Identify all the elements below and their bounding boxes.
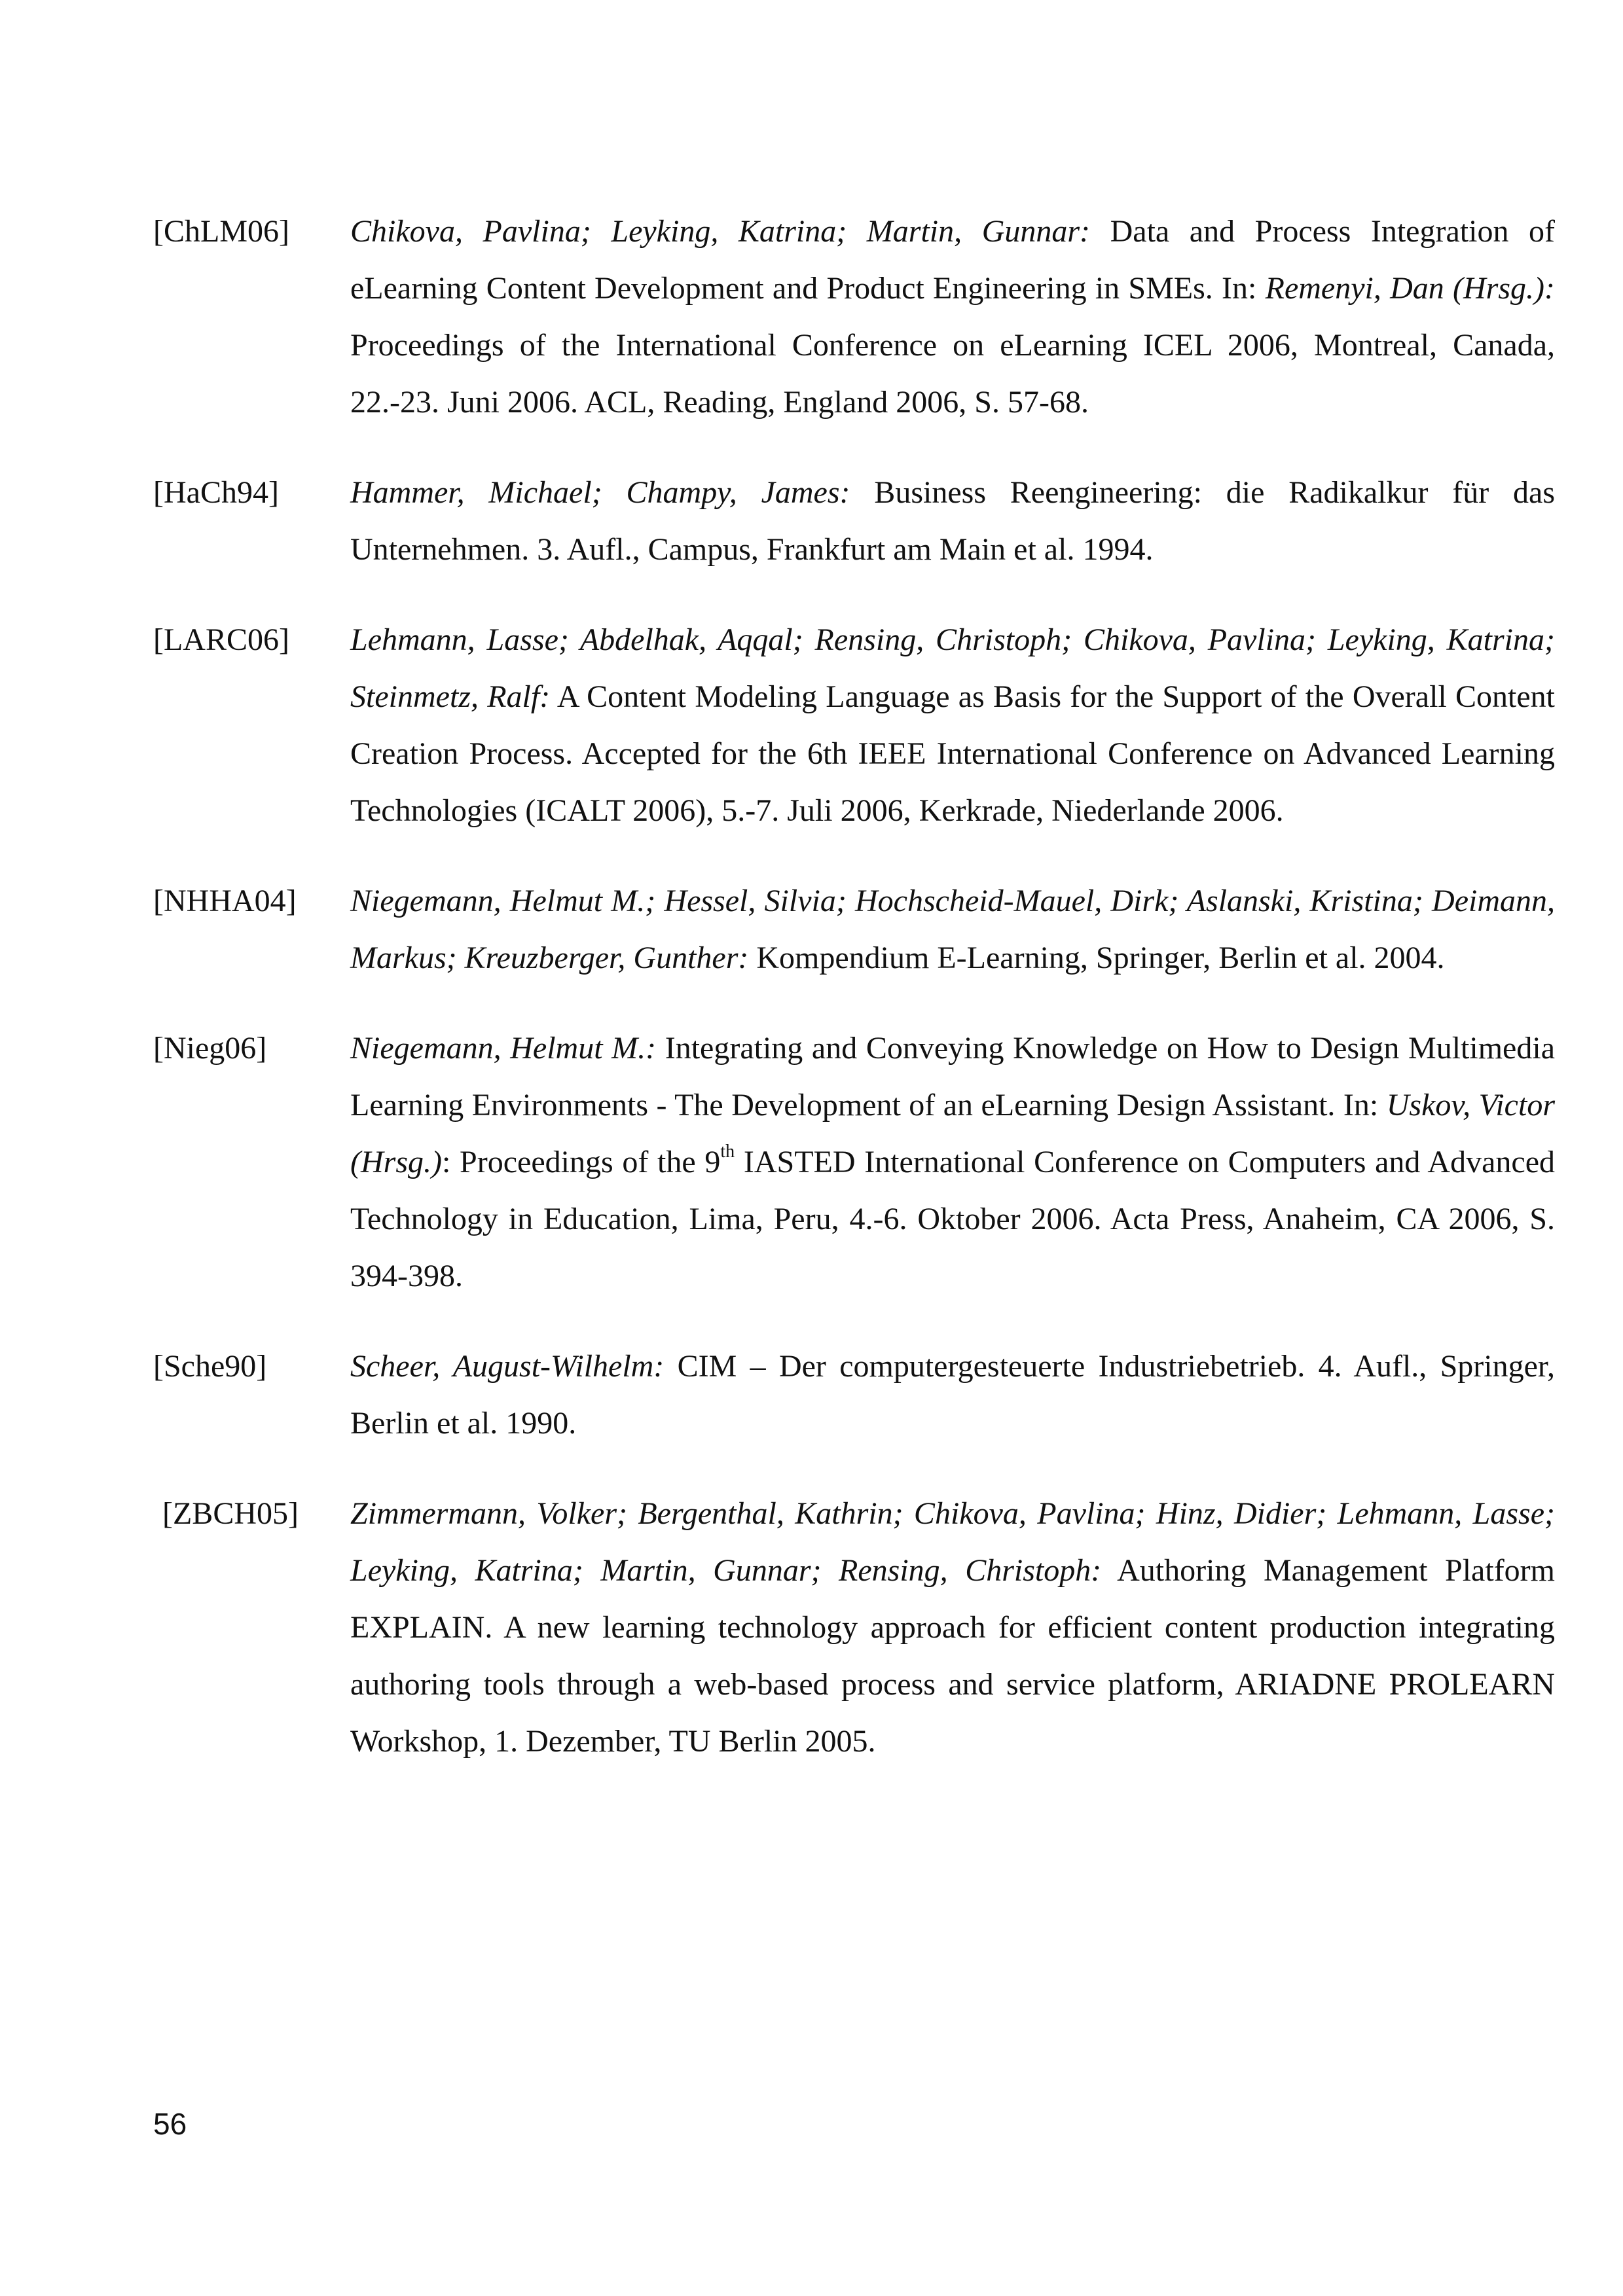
reference-key: [Sche90] xyxy=(153,1349,267,1384)
reference-body: IASTED International Conference on Computers and Advanced Technology in Education, Lima, Peru, 4.-6. Oktober 2006. Acta Press, Anaheim, CA 2006, S. 394-398. xyxy=(350,1145,1556,1293)
page-number: 56 xyxy=(153,2107,187,2141)
reference-key: [LARC06] xyxy=(153,622,289,657)
reference-entry xyxy=(153,1338,1555,1452)
reference-text xyxy=(350,464,1555,578)
reference-body: Authoring Management Platform EXPLAIN. A new learning technology approach for efficient content production integrating authoring tools through a web-based process and service platform, ARIADNE PROLEARN Workshop, 1. Dezember, TU Berlin 2005. xyxy=(350,1553,1556,1759)
reference-authors: Scheer, August-Wilhelm: xyxy=(350,1349,665,1384)
reference-body: Proceedings of the International Conference on eLearning ICEL 2006, Montreal, Canada, 22.-23. Juni 2006. ACL, Reading, England 2006, S. 57-68. xyxy=(350,328,1555,420)
reference-text xyxy=(350,203,1555,431)
reference-key: [HaCh94] xyxy=(153,475,279,510)
reference-body: Kompendium E-Learning, Springer, Berlin et al. 2004. xyxy=(748,941,1445,975)
reference-key: [Nieg06] xyxy=(153,1031,267,1066)
reference-key: [NHHA04] xyxy=(153,884,297,918)
reference-key: [ChLM06] xyxy=(153,214,289,249)
reference-text xyxy=(350,872,1555,986)
reference-body: Integrating and Conveying Knowledge on How to Design Multimedia Learning Environments - The Development of an eLearning Design Assistant. In: xyxy=(350,1031,1555,1122)
reference-body: Business Reengineering: die Radikalkur für das Unternehmen. 3. Aufl., Campus, Frankfurt am Main et al. 1994. xyxy=(350,475,1556,567)
reference-entry xyxy=(153,203,1555,431)
reference-body: Data and Process Integration of eLearning Content Development and Product Engineering in SMEs. In: xyxy=(350,214,1555,306)
reference-entry xyxy=(153,611,1556,839)
reference-text xyxy=(350,1338,1555,1452)
reference-body: A Content Modeling Language as Basis for the Support of the Overall Content Creation Process. Accepted for the 6th IEEE International Conference on Advanced Learning Technologies (ICALT 2006), 5.-7. Juli 2006, Kerkrade, Niederlande 2006. xyxy=(350,679,1556,828)
reference-authors: Lehmann, Lasse; Abdelhak, Aqqal; Rensing, Christoph; Chikova, Pavlina; Leyking, Katrina; Steinmetz, Ralf: xyxy=(350,622,1555,714)
reference-entry xyxy=(153,872,1555,986)
reference-editor: Remenyi, Dan (Hrsg.): xyxy=(1265,271,1555,306)
reference-authors: Hammer, Michael; Champy, James: xyxy=(350,475,850,510)
reference-authors: Niegemann, Helmut M.: xyxy=(350,1031,657,1066)
reference-body: CIM – Der computergesteuerte Industriebetrieb. 4. Aufl., Springer, Berlin et al. 1990. xyxy=(350,1349,1555,1441)
reference-body: : Proceedings of the 9 xyxy=(442,1145,721,1179)
reference-text xyxy=(350,611,1555,839)
reference-authors: Zimmermann, Volker; Bergenthal, Kathrin; Chikova, Pavlina; Hinz, Didier; Lehmann, Lasse; Leyking, Katrina; Martin, Gunnar; Rensing, Christoph: xyxy=(350,1496,1555,1588)
reference-entry xyxy=(153,464,1556,578)
reference-list xyxy=(153,203,1556,1803)
reference-entry xyxy=(153,1020,1556,1304)
reference-entry xyxy=(153,1485,1556,1770)
reference-authors: Niegemann, Helmut M.; Hessel, Silvia; Hochscheid-Mauel, Dirk; Aslanski, Kristina; Deimann, Markus; Kreuzberger, Gunther: xyxy=(350,884,1555,975)
ordinal-superscript: th xyxy=(720,1141,735,1162)
reference-authors: Chikova, Pavlina; Leyking, Katrina; Martin, Gunnar: xyxy=(350,214,1091,249)
reference-text xyxy=(350,1485,1555,1770)
reference-key: [ZBCH05] xyxy=(162,1496,299,1531)
reference-text xyxy=(350,1020,1555,1304)
reference-editor: Uskov, Victor (Hrsg.) xyxy=(350,1088,1556,1179)
